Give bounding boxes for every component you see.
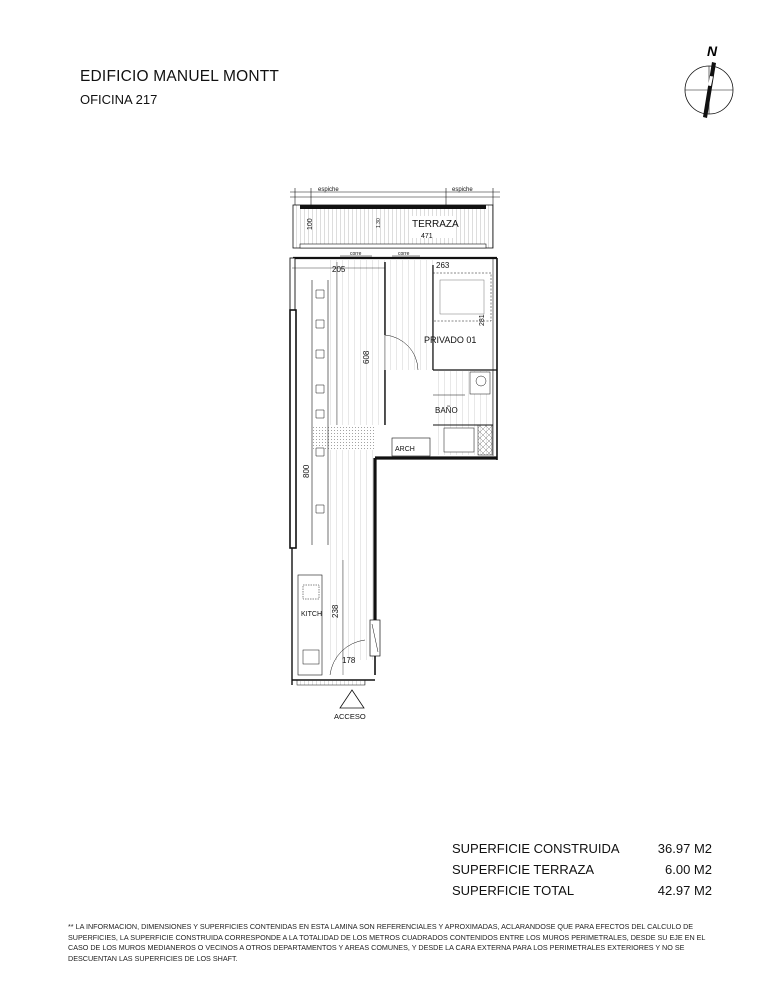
page-subtitle: OFICINA 217 (80, 92, 158, 107)
dim-205: 205 (332, 265, 346, 274)
terraza-small-dim: 1.30 (376, 218, 382, 228)
area-row-total (452, 880, 712, 901)
arch-label: ARCH (395, 446, 415, 453)
bano-label: BAÑO (435, 406, 458, 415)
north-label: N (706, 43, 718, 59)
corre-right-label: corre (398, 251, 410, 257)
terrace-area (293, 205, 493, 248)
area-row-terraza (452, 859, 712, 880)
espiche-right-label: espiche (452, 187, 473, 193)
terraza-label: TERRAZA (412, 219, 459, 230)
corre-left-label: corre (350, 251, 362, 257)
area-label: SUPERFICIE TERRAZA (452, 862, 595, 877)
dim-178: 178 (342, 656, 356, 665)
espiche-left-label: espiche (318, 187, 339, 193)
area-value: 36.97 M2 (657, 841, 712, 856)
terraza-width-dim: 471 (421, 233, 433, 240)
page-title: EDIFICIO MANUEL MONTT (80, 68, 280, 85)
privado-desk (433, 273, 491, 321)
acceso-label: ACCESO (334, 712, 366, 721)
area-label: SUPERFICIE CONSTRUIDA (452, 841, 620, 856)
terraza-depth-dim: 100 (307, 218, 314, 230)
disclaimer-footnote: ** LA INFORMACION, DIMENSIONES Y SUPERFICIES CONTENIDAS EN ESTA LAMINA SON REFERENCIALES Y APROXIMADAS, ACLARANDOSE QUE PARA EFECTOS DEL CALCULO DE SUPERFICIES, LA SUPERFICIE CONSTRUIDA CORRESPONDE A LA TOTALIDAD DE LOS METROS CUADRADOS CONTENIDOS ENTRE LOS MUROS PERIMETRALES, DESDE SU EJE EN EL CASO DE LOS MUROS MEDIANEROS O VECINOS A OTROS DEPARTAMENTOS Y AREAS COMUNES, Y DESDE LA CARA EXTERNA PARA LOS PERIMETRALES EXTERIORES Y NO SE DESCUENTAN LAS SUPERFICIES DE LOS SHAFT. (68, 922, 706, 963)
area-value: 42.97 M2 (657, 883, 712, 898)
wall-left (290, 258, 295, 310)
dim-281: 281 (479, 314, 486, 326)
dim-800: 800 (302, 464, 311, 478)
dim-263: 263 (436, 261, 450, 270)
areas-table (452, 838, 712, 901)
privado-label: PRIVADO 01 (424, 335, 477, 345)
area-row-construida (452, 838, 712, 859)
dim-608: 608 (362, 350, 371, 364)
access-triangle-icon (340, 690, 364, 708)
office-floor (330, 260, 385, 425)
kitchenette (298, 575, 322, 675)
dim-238: 238 (331, 604, 340, 618)
kitch-label: KITCH (301, 611, 322, 618)
area-value: 6.00 M2 (665, 862, 712, 877)
area-label: SUPERFICIE TOTAL (452, 883, 575, 898)
